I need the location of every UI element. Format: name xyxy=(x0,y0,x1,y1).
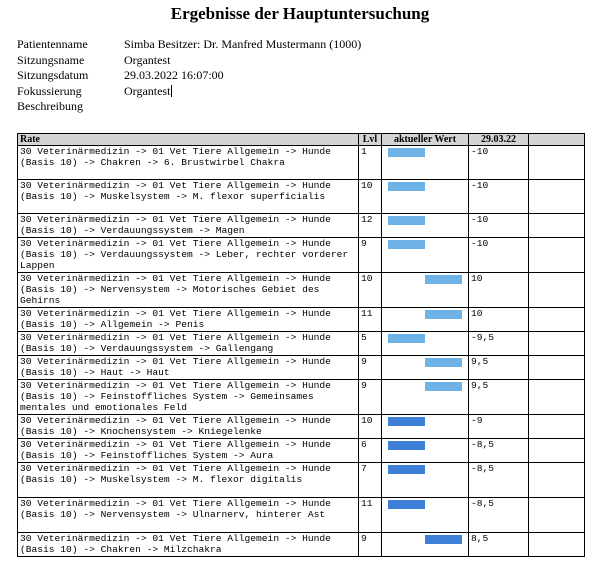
header-rate: Rate xyxy=(18,134,359,146)
lvl-cell: 10 xyxy=(359,415,382,439)
rate-cell: 30 Veterinärmedizin -> 01 Vet Tiere Allgemein -> Hunde (Basis 10) -> Nervensystem -> Ulnarnerv, hinterer Ast xyxy=(18,498,359,533)
value-cell: -8,5 xyxy=(469,439,529,463)
value-bar xyxy=(388,216,425,225)
table-row xyxy=(18,146,585,180)
lvl-cell: 11 xyxy=(359,498,382,533)
extra-cell xyxy=(529,214,585,238)
extra-cell xyxy=(529,439,585,463)
value-cell: 9,5 xyxy=(469,380,529,415)
rate-cell: 30 Veterinärmedizin -> 01 Vet Tiere Allgemein -> Hunde (Basis 10) -> Muskelsystem -> M. flexor digitalis xyxy=(18,463,359,498)
table-row xyxy=(18,214,585,238)
rate-cell: 30 Veterinärmedizin -> 01 Vet Tiere Allgemein -> Hunde (Basis 10) -> Verdauungssystem -> Magen xyxy=(18,214,359,238)
value-cell: 9,5 xyxy=(469,356,529,380)
date-label: Sitzungsdatum xyxy=(17,68,89,82)
focus-row[interactable] xyxy=(17,84,361,100)
table-row xyxy=(18,332,585,356)
table-row xyxy=(18,533,585,557)
lvl-cell: 9 xyxy=(359,238,382,273)
value-bar xyxy=(388,465,425,474)
value-cell: -10 xyxy=(469,180,529,214)
lvl-cell: 9 xyxy=(359,533,382,557)
rate-cell: 30 Veterinärmedizin -> 01 Vet Tiere Allgemein -> Hunde (Basis 10) -> Chakren -> Milzchakra xyxy=(18,533,359,557)
value-bar xyxy=(388,148,425,157)
table-row xyxy=(18,498,585,533)
value-bar-cell xyxy=(382,380,469,415)
patient-value: Simba Besitzer: Dr. Manfred Mustermann (1000) xyxy=(124,37,362,51)
extra-cell xyxy=(529,308,585,332)
value-cell: 8,5 xyxy=(469,533,529,557)
results-table xyxy=(17,133,585,557)
value-bar xyxy=(388,500,425,509)
value-bar-cell xyxy=(382,238,469,273)
rate-cell: 30 Veterinärmedizin -> 01 Vet Tiere Allgemein -> Hunde (Basis 10) -> Verdauungssystem -> Gallengang xyxy=(18,332,359,356)
table-header xyxy=(18,134,585,146)
date-value: 29.03.2022 16:07:00 xyxy=(124,68,224,82)
lvl-cell: 11 xyxy=(359,308,382,332)
extra-cell xyxy=(529,146,585,180)
rate-cell: 30 Veterinärmedizin -> 01 Vet Tiere Allgemein -> Hunde (Basis 10) -> Nervensystem -> Motorisches Gebiet des Gehirns xyxy=(18,273,359,308)
value-bar xyxy=(425,535,462,544)
lvl-cell: 7 xyxy=(359,463,382,498)
value-bar xyxy=(425,382,462,391)
session-info xyxy=(17,37,361,115)
table-row xyxy=(18,439,585,463)
value-bar-cell xyxy=(382,356,469,380)
value-cell: -9,5 xyxy=(469,332,529,356)
extra-cell xyxy=(529,380,585,415)
extra-cell xyxy=(529,415,585,439)
value-bar xyxy=(425,310,462,319)
header-current-value: aktueller Wert xyxy=(382,134,469,146)
rate-cell: 30 Veterinärmedizin -> 01 Vet Tiere Allgemein -> Hunde (Basis 10) -> Muskelsystem -> M. flexor superficialis xyxy=(18,180,359,214)
session-row xyxy=(17,53,361,69)
value-bar xyxy=(388,182,425,191)
table-row xyxy=(18,308,585,332)
value-bar xyxy=(388,240,425,249)
value-bar-cell xyxy=(382,273,469,308)
description-row xyxy=(17,99,361,115)
extra-cell xyxy=(529,273,585,308)
focus-label: Fokussierung xyxy=(17,83,82,98)
value-bar xyxy=(388,334,425,343)
extra-cell xyxy=(529,332,585,356)
lvl-cell: 9 xyxy=(359,380,382,415)
header-lvl: Lvl xyxy=(359,134,382,146)
table-row xyxy=(18,463,585,498)
lvl-cell: 1 xyxy=(359,146,382,180)
session-label: Sitzungsname xyxy=(17,52,85,67)
extra-cell xyxy=(529,498,585,533)
value-bar xyxy=(425,358,462,367)
header-date: 29.03.22 xyxy=(469,134,529,146)
extra-cell xyxy=(529,533,585,557)
rate-cell: 30 Veterinärmedizin -> 01 Vet Tiere Allgemein -> Hunde (Basis 10) -> Feinstoffliches System -> Gemeinsames mentales und emotionales Feld xyxy=(18,380,359,415)
rate-cell: 30 Veterinärmedizin -> 01 Vet Tiere Allgemein -> Hunde (Basis 10) -> Allgemein -> Penis xyxy=(18,308,359,332)
table-row xyxy=(18,415,585,439)
value-cell: -8,5 xyxy=(469,498,529,533)
lvl-cell: 5 xyxy=(359,332,382,356)
value-bar-cell xyxy=(382,415,469,439)
extra-cell xyxy=(529,356,585,380)
patient-label: Patientenname xyxy=(17,37,88,51)
table-row xyxy=(18,180,585,214)
value-bar-cell xyxy=(382,498,469,533)
extra-cell xyxy=(529,463,585,498)
text-caret xyxy=(171,85,172,97)
table-row xyxy=(18,273,585,308)
rate-cell: 30 Veterinärmedizin -> 01 Vet Tiere Allgemein -> Hunde (Basis 10) -> Haut -> Haut xyxy=(18,356,359,380)
lvl-cell: 10 xyxy=(359,273,382,308)
value-bar-cell xyxy=(382,180,469,214)
report-title: Ergebnisse der Hauptuntersuchung xyxy=(170,4,430,23)
lvl-cell: 9 xyxy=(359,356,382,380)
value-bar-cell xyxy=(382,214,469,238)
header-extra xyxy=(529,134,585,146)
value-bar-cell xyxy=(382,439,469,463)
value-bar-cell xyxy=(382,146,469,180)
patient-row xyxy=(17,37,361,53)
table-row xyxy=(18,356,585,380)
rate-cell: 30 Veterinärmedizin -> 01 Vet Tiere Allgemein -> Hunde (Basis 10) -> Feinstoffliches System -> Aura xyxy=(18,439,359,463)
value-cell: -10 xyxy=(469,146,529,180)
lvl-cell: 12 xyxy=(359,214,382,238)
value-cell: -10 xyxy=(469,238,529,273)
value-cell: -10 xyxy=(469,214,529,238)
value-bar-cell xyxy=(382,332,469,356)
value-cell: 10 xyxy=(469,308,529,332)
description-label: Beschreibung xyxy=(17,99,83,113)
lvl-cell: 10 xyxy=(359,180,382,214)
extra-cell xyxy=(529,238,585,273)
rate-cell: 30 Veterinärmedizin -> 01 Vet Tiere Allgemein -> Hunde (Basis 10) -> Knochensystem -> Kniegelenke xyxy=(18,415,359,439)
value-bar-cell xyxy=(382,533,469,557)
rate-cell: 30 Veterinärmedizin -> 01 Vet Tiere Allgemein -> Hunde (Basis 10) -> Chakren -> 6. Brustwirbel Chakra xyxy=(18,146,359,180)
value-bar xyxy=(388,441,425,450)
value-bar-cell xyxy=(382,463,469,498)
date-row xyxy=(17,68,361,84)
table-row xyxy=(18,380,585,415)
extra-cell xyxy=(529,180,585,214)
rate-cell: 30 Veterinärmedizin -> 01 Vet Tiere Allgemein -> Hunde (Basis 10) -> Verdauungssystem -> Leber, rechter vorderer Lappen xyxy=(18,238,359,273)
value-cell: -9 xyxy=(469,415,529,439)
session-value: Organtest xyxy=(124,52,171,67)
value-bar xyxy=(425,275,462,284)
value-cell: 10 xyxy=(469,273,529,308)
lvl-cell: 6 xyxy=(359,439,382,463)
value-bar-cell xyxy=(382,308,469,332)
value-cell: -8,5 xyxy=(469,463,529,498)
table-row xyxy=(18,238,585,273)
focus-value[interactable]: Organtest xyxy=(124,83,171,98)
value-bar xyxy=(388,417,425,426)
